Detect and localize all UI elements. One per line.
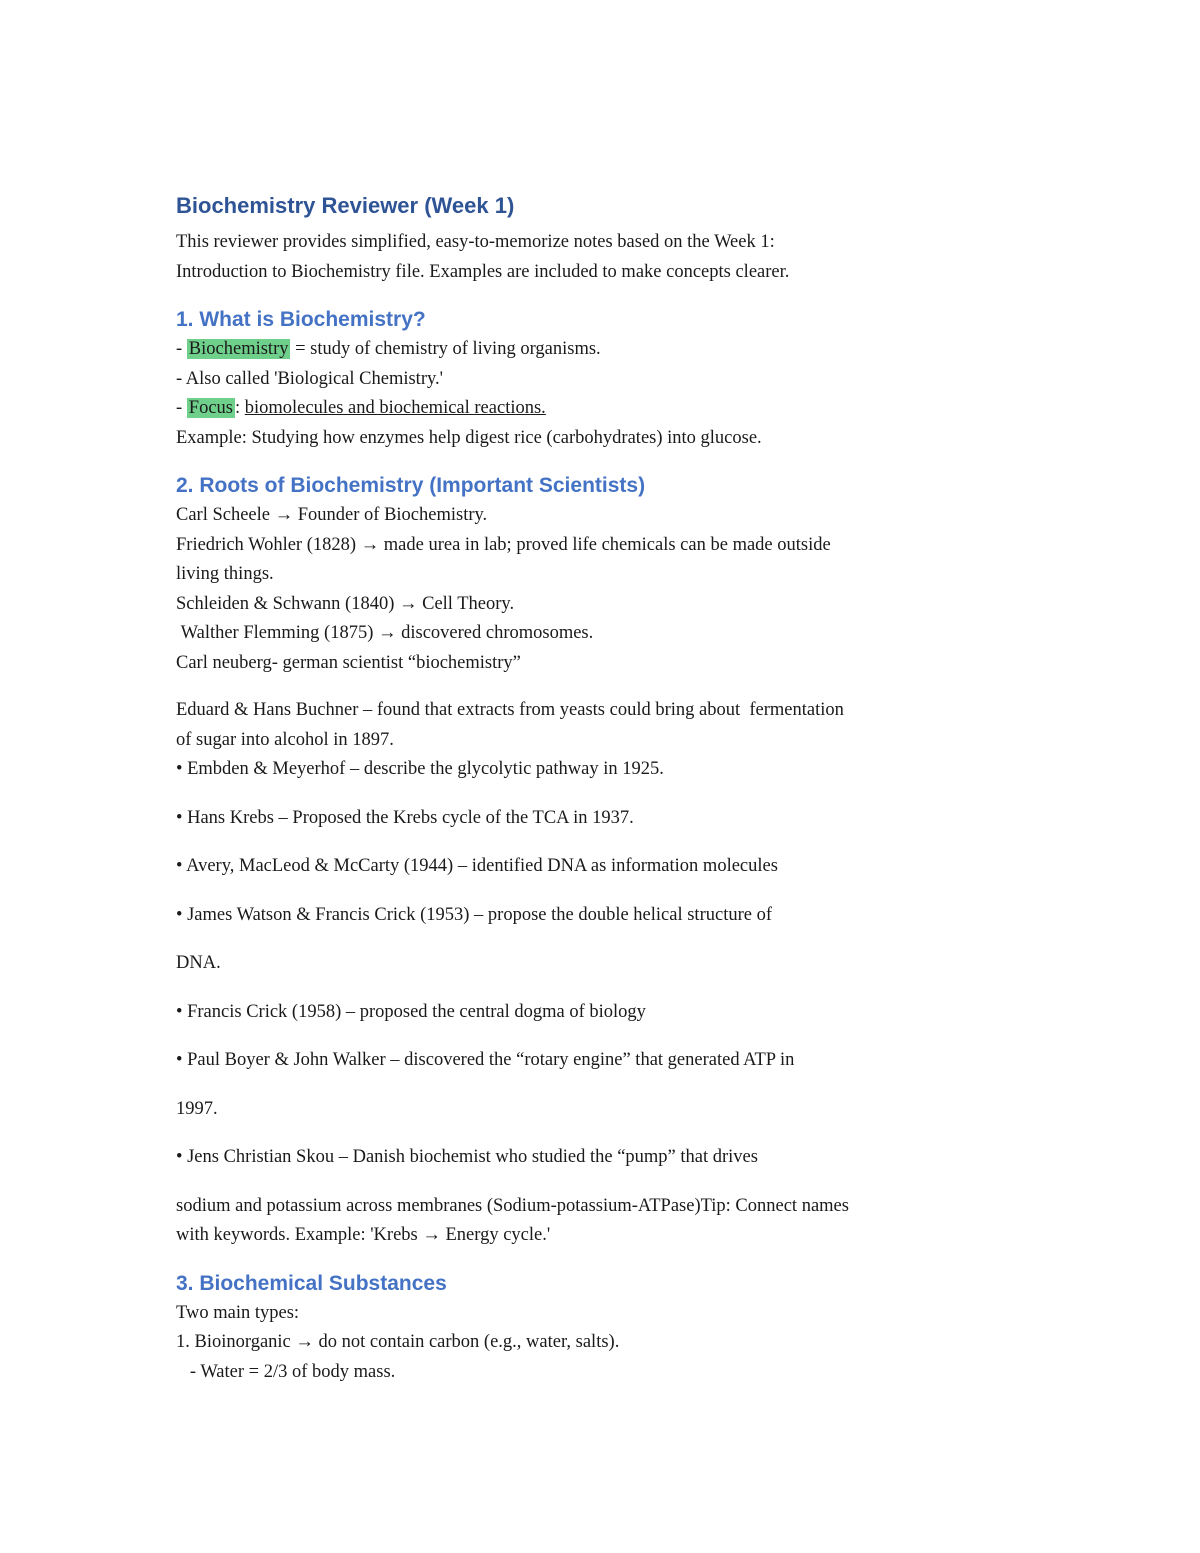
s2-line-2: Friedrich Wohler (1828) → made urea in lab; proved life chemicals can be made outside bbox=[176, 534, 831, 555]
s1-line-2: - Also called 'Biological Chemistry.' bbox=[176, 368, 443, 389]
s2-line-1: Carl Scheele → Founder of Biochemistry. bbox=[176, 505, 488, 525]
s2-line-5: Walther Flemming (1875) → discovered chromosomes. bbox=[176, 623, 594, 643]
s2-line-3: living things. bbox=[176, 564, 274, 584]
highlight-focus: Focus bbox=[188, 398, 233, 418]
section-2-heading: 2. Roots of Biochemistry (Important Scientists) bbox=[176, 474, 646, 497]
s2-crick: • Francis Crick (1958) – proposed the central dogma of biology bbox=[176, 1001, 646, 1022]
intro-line-1: This reviewer provides simplified, easy-to-memorize notes based on the Week 1: bbox=[176, 232, 775, 252]
underlined-focus-text: biomolecules and biochemical reactions. bbox=[244, 398, 546, 418]
s2-skou-cont-2: with keywords. Example: 'Krebs → Energy cycle.' bbox=[176, 1225, 551, 1245]
document-title: Biochemistry Reviewer (Week 1) bbox=[176, 193, 515, 218]
s1-line-1 bbox=[176, 335, 1036, 365]
s2-skou-cont-1: sodium and potassium across membranes (Sodium-potassium-ATPase)Tip: Connect names bbox=[176, 1195, 849, 1216]
highlight-biochemistry: Biochemistry bbox=[188, 339, 289, 359]
s1-line-3 bbox=[176, 394, 1036, 424]
s3-line-3: - Water = 2/3 of body mass. bbox=[176, 1361, 396, 1382]
s2-line-6: Carl neuberg- german scientist “biochemistry” bbox=[176, 652, 521, 673]
section-1-heading: 1. What is Biochemistry? bbox=[176, 308, 426, 331]
dash: - bbox=[176, 339, 187, 359]
s2-embden: • Embden & Meyerhof – describe the glycolytic pathway in 1925. bbox=[176, 759, 664, 779]
s1-line-1-rest: = study of chemistry of living organisms. bbox=[290, 339, 601, 359]
s3-line-2: 1. Bioinorganic → do not contain carbon (e.g., water, salts). bbox=[176, 1332, 620, 1352]
s2-avery: • Avery, MacLeod & McCarty (1944) – identified DNA as information molecules bbox=[176, 856, 778, 876]
s3-line-1: Two main types: bbox=[176, 1302, 300, 1323]
s2-buchner-2: of sugar into alcohol in 1897. bbox=[176, 729, 394, 750]
s2-buchner-1: Eduard & Hans Buchner – found that extracts from yeasts could bring about fermentation bbox=[176, 700, 844, 720]
s2-watson-cont: DNA. bbox=[176, 953, 221, 973]
s2-krebs: • Hans Krebs – Proposed the Krebs cycle of the TCA in 1937. bbox=[176, 807, 634, 828]
s2-line-4: Schleiden & Schwann (1840) → Cell Theory. bbox=[176, 593, 515, 614]
s2-watson: • James Watson & Francis Crick (1953) – propose the double helical structure of bbox=[176, 904, 772, 925]
s2-boyer: • Paul Boyer & John Walker – discovered the “rotary engine” that generated ATP in bbox=[176, 1050, 795, 1070]
section-3-heading: 3. Biochemical Substances bbox=[176, 1271, 447, 1295]
s2-boyer-cont: 1997. bbox=[176, 1098, 218, 1119]
dash: - bbox=[176, 398, 187, 418]
s2-skou: • Jens Christian Skou – Danish biochemist who studied the “pump” that drives bbox=[176, 1147, 758, 1167]
intro-line-2: Introduction to Biochemistry file. Examples are included to make concepts clearer. bbox=[176, 261, 790, 282]
document-page bbox=[176, 190, 1036, 1387]
colon: : bbox=[235, 398, 245, 418]
s1-example: Example: Studying how enzymes help digest rice (carbohydrates) into glucose. bbox=[176, 427, 762, 448]
